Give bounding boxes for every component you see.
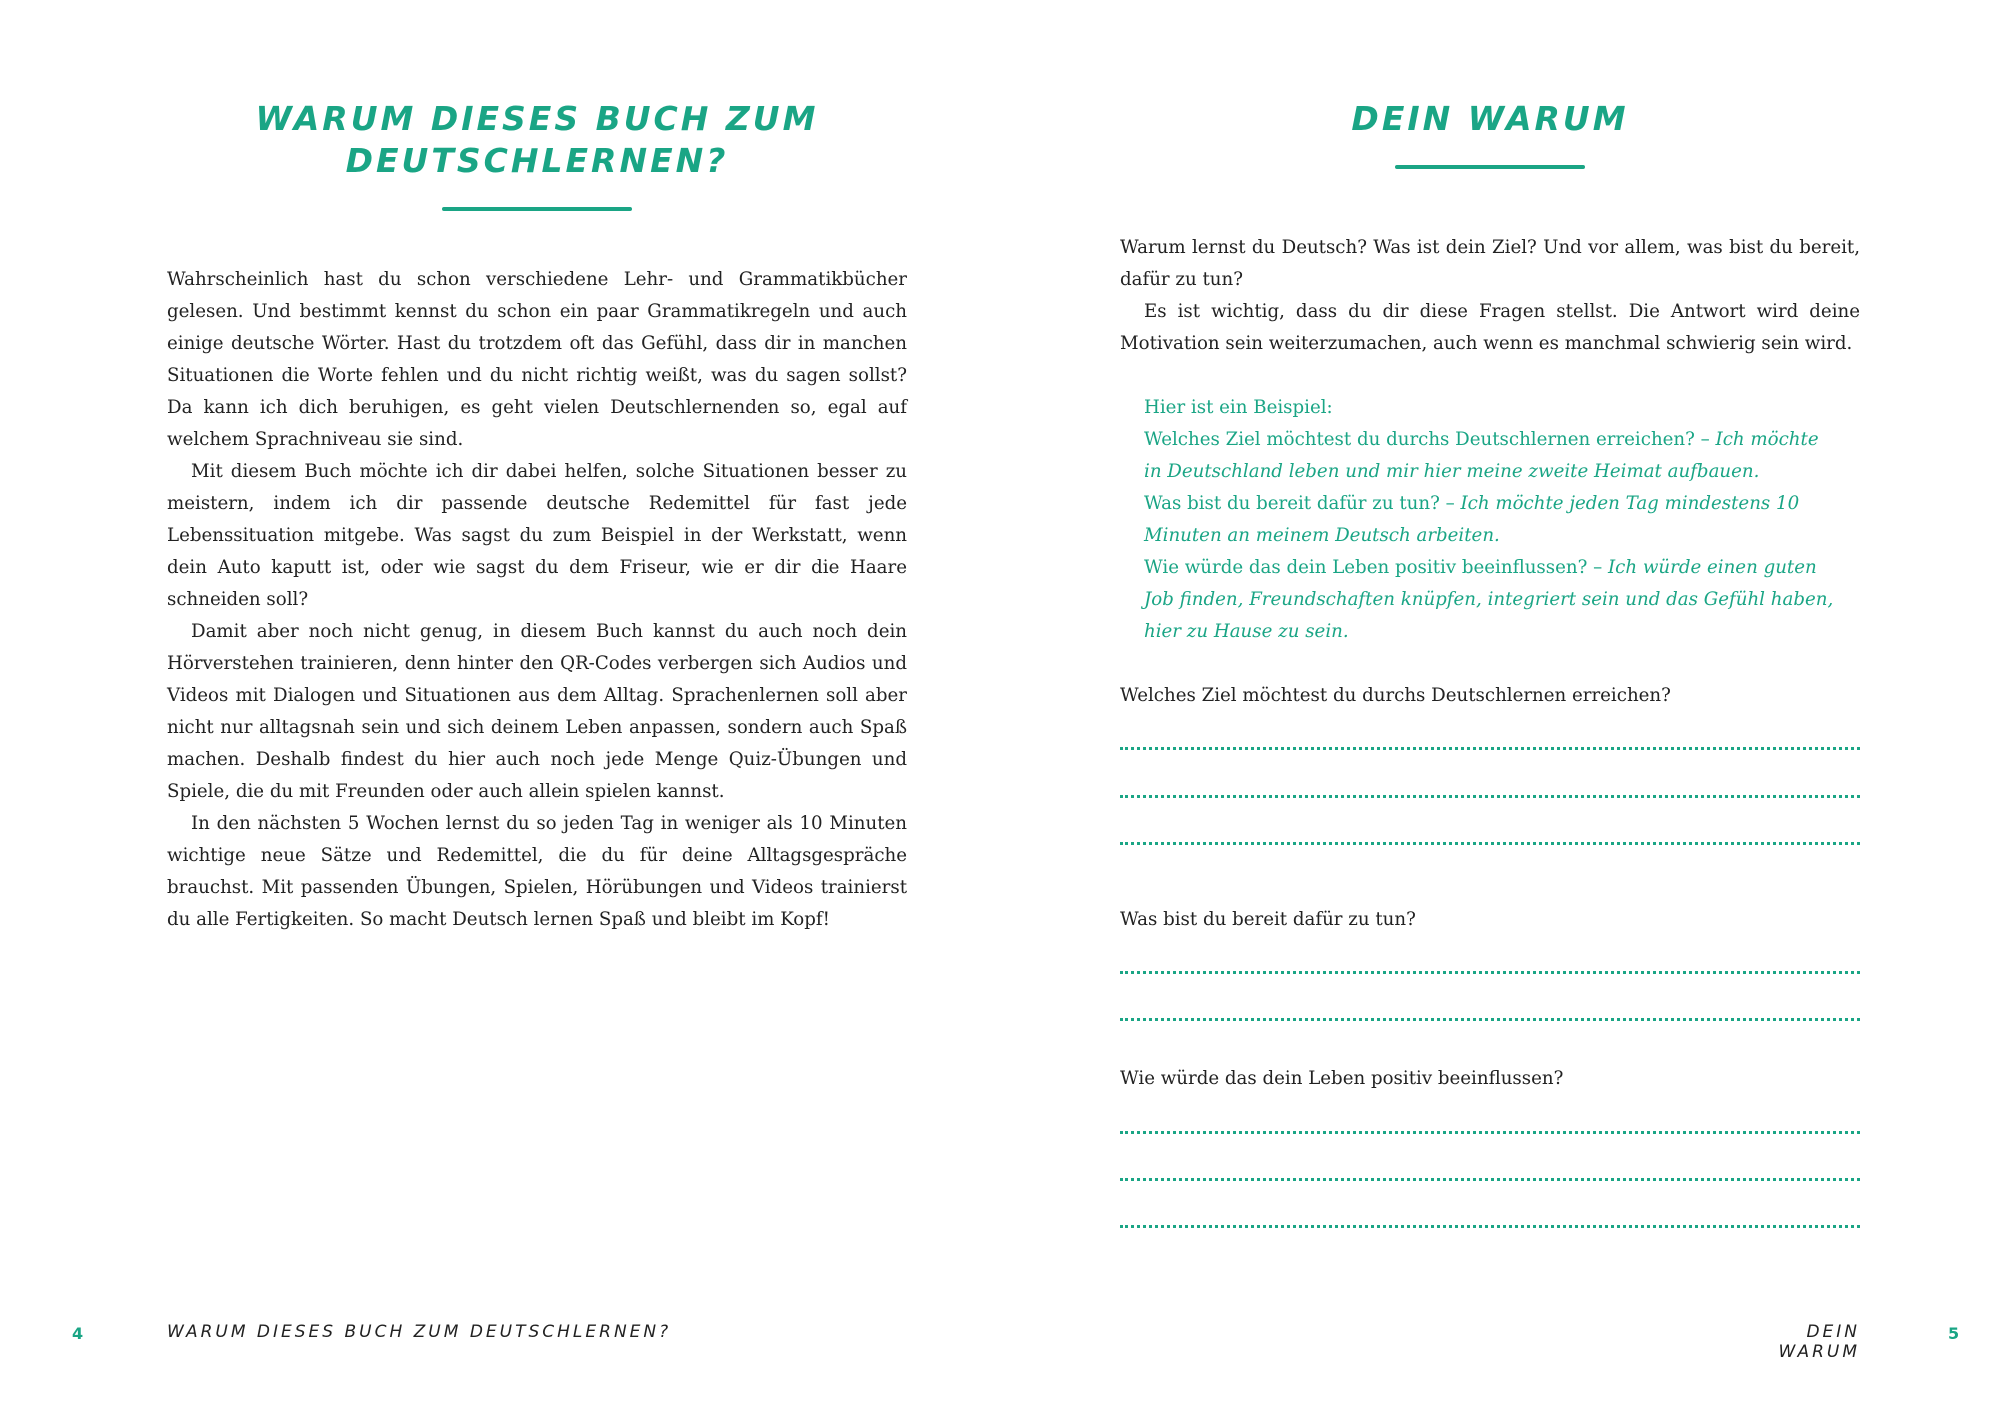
left-page-title bbox=[0, 98, 1074, 182]
left-title-underline bbox=[442, 207, 632, 211]
example-answer: Ich möchte jeden Tag mindestens 10 Minuten an meinem Deutsch arbeiten. bbox=[1144, 493, 1800, 546]
answer-line[interactable] bbox=[1120, 842, 1860, 845]
answer-line[interactable] bbox=[1120, 1018, 1860, 1021]
example-label: Hier ist ein Beispiel: bbox=[1144, 397, 1333, 418]
right-intro-text bbox=[1120, 232, 1860, 360]
question-impact: Wie würde das dein Leben positiv beeinflussen? bbox=[1120, 1068, 1564, 1089]
example-item bbox=[1144, 488, 1834, 552]
page-number-left: 4 bbox=[72, 1324, 84, 1343]
paragraph: Wahrscheinlich hast du schon verschiedene Lehr- und Grammatikbücher gelesen. Und bestimmt kennst du schon ein paar Grammatikregeln und auch einige deutsche Wörter. Hast du trotzdem oft das Gefühl, dass dir in manchen Situationen die Worte fehlen und du nicht richtig weißt, was du sagen sollst? Da kann ich dich beruhigen, es geht vielen Deutschlernenden so, egal auf welchem Sprachniveau sie sind. bbox=[167, 269, 907, 450]
right-page-title bbox=[1120, 98, 1860, 140]
answer-line[interactable] bbox=[1120, 795, 1860, 798]
page-number-right: 5 bbox=[1948, 1324, 1960, 1343]
paragraph: Es ist wichtig, dass du dir diese Fragen stellst. Die Antwort wird deine Motivation sein weiterzumachen, auch wenn es manchmal schwierig sein wird. bbox=[1120, 301, 1860, 354]
question-effort: Was bist du bereit dafür zu tun? bbox=[1120, 909, 1416, 930]
answer-line[interactable] bbox=[1120, 747, 1860, 750]
example-question: Was bist du bereit dafür zu tun? – bbox=[1144, 493, 1461, 514]
left-page-title-line1: WARUM DIESES BUCH ZUM bbox=[255, 99, 819, 138]
left-body-text bbox=[167, 264, 907, 936]
example-item bbox=[1144, 424, 1834, 488]
left-page-title-line2: DEUTSCHLERNEN? bbox=[345, 141, 729, 180]
right-title-underline bbox=[1395, 165, 1585, 169]
right-page-title-line: DEIN WARUM bbox=[1351, 99, 1629, 138]
running-head-left: WARUM DIESES BUCH ZUM DEUTSCHLERNEN? bbox=[167, 1322, 672, 1342]
paragraph: Warum lernst du Deutsch? Was ist dein Ziel? Und vor allem, was bist du bereit, dafür zu tun? bbox=[1120, 237, 1860, 290]
paragraph: In den nächsten 5 Wochen lernst du so jeden Tag in weniger als 10 Minuten wichtige neue Sätze und Redemittel, die du für deine Alltagsgespräche brauchst. Mit passenden Übungen, Spielen, Hörübungen und Videos trainierst du alle Fertigkeiten. So macht Deutsch lernen Spaß und bleibt im Kopf! bbox=[167, 813, 907, 930]
example-question: Welches Ziel möchtest du durchs Deutschlernen erreichen? – bbox=[1144, 429, 1716, 450]
example-block bbox=[1144, 392, 1834, 648]
example-question: Wie würde das dein Leben positiv beeinflussen? – bbox=[1144, 557, 1608, 578]
question-goal: Welches Ziel möchtest du durchs Deutschlernen erreichen? bbox=[1120, 685, 1671, 706]
answer-line[interactable] bbox=[1120, 1131, 1860, 1134]
right-page bbox=[1004, 0, 2008, 1417]
example-item bbox=[1144, 552, 1834, 648]
paragraph: Mit diesem Buch möchte ich dir dabei helfen, solche Situationen besser zu meistern, indem ich dir passende deutsche Redemittel für fast jede Lebenssituation mitgebe. Was sagst du zum Beispiel in der Werkstatt, wenn dein Auto kaputt ist, oder wie sagst du dem Friseur, wie er dir die Haare schneiden soll? bbox=[167, 461, 907, 610]
answer-line[interactable] bbox=[1120, 971, 1860, 974]
example-answer: Ich würde einen guten Job finden, Freundschaften knüpfen, integriert sein und das Gefühl haben, hier zu Hause zu sein. bbox=[1144, 557, 1834, 642]
answer-line[interactable] bbox=[1120, 1225, 1860, 1228]
answer-line[interactable] bbox=[1120, 1178, 1860, 1181]
paragraph: Damit aber noch nicht genug, in diesem Buch kannst du auch noch dein Hörverstehen trainieren, denn hinter den QR-Codes verbergen sich Audios und Videos mit Dialogen und Situationen aus dem Alltag. Sprachenlernen soll aber nicht nur alltagsnah sein und sich deinem Leben anpassen, sondern auch Spaß machen. Deshalb findest du hier auch noch jede Menge Quiz-Übungen und Spiele, die du mit Freunden oder auch allein spielen kannst. bbox=[167, 621, 907, 802]
example-answer: Ich möchte in Deutschland leben und mir hier meine zweite Heimat aufbauen. bbox=[1144, 429, 1819, 482]
running-head-right: DEIN WARUM bbox=[1778, 1322, 1860, 1362]
